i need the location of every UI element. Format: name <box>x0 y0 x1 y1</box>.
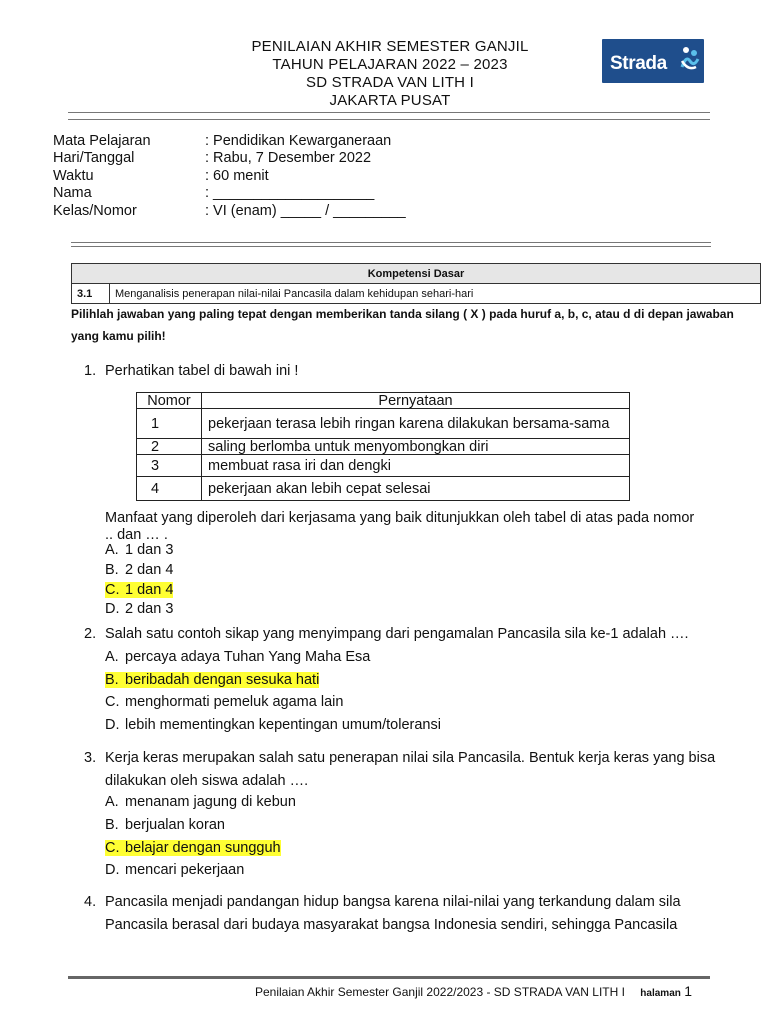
option-b[interactable] <box>105 671 319 690</box>
option-text: menghormati pemeluk agama lain <box>125 694 344 710</box>
footer-rule <box>68 976 710 979</box>
info-divider <box>71 246 711 247</box>
info-value: : 60 menit <box>205 167 269 184</box>
info-row <box>53 168 406 185</box>
option-text: beribadah dengan sesuka hati <box>125 672 320 688</box>
option-d[interactable] <box>105 861 244 880</box>
option-text: 1 dan 3 <box>125 542 174 558</box>
table-cell: 4 <box>137 477 202 501</box>
option-text: 2 dan 3 <box>125 601 174 617</box>
option-text: belajar dengan sungguh <box>125 840 281 856</box>
option-letter: C. <box>105 694 120 710</box>
highlighted-answer <box>105 840 281 856</box>
header-line: PENILAIAN AKHIR SEMESTER GANJIL <box>251 38 529 55</box>
page-number: 1 <box>684 983 693 999</box>
option-c[interactable] <box>105 581 173 600</box>
statement-table <box>136 392 630 501</box>
question-number: 4. <box>84 894 97 910</box>
question-text: Perhatikan tabel di bawah ini ! <box>105 363 299 379</box>
option-a[interactable] <box>105 793 296 812</box>
option-d[interactable] <box>105 716 441 735</box>
option-letter: C. <box>105 582 120 598</box>
strada-logo <box>602 39 704 83</box>
option-c[interactable] <box>105 839 281 858</box>
option-text: 2 dan 4 <box>125 562 174 578</box>
option-letter: C. <box>105 840 120 856</box>
info-row <box>53 133 406 150</box>
question-text: Kerja keras merupakan salah satu penerapan nilai sila Pancasila. Bentuk kerja keras yang bisa dilakukan oleh siswa adalah …. <box>105 750 716 789</box>
info-value: : Rabu, 7 Desember 2022 <box>205 150 372 167</box>
question-number: 1. <box>84 363 97 379</box>
option-letter: B. <box>105 672 119 688</box>
option-letter: A. <box>105 649 119 665</box>
question-number: 2. <box>84 626 97 642</box>
option-letter: B. <box>105 562 119 578</box>
table-header: Pernyataan <box>202 393 630 409</box>
option-text: menanam jagung di kebun <box>125 794 296 810</box>
option-text: percaya adaya Tuhan Yang Maha Esa <box>125 649 371 665</box>
info-label: Kelas/Nomor <box>53 202 137 219</box>
instruction: Pilihlah jawaban yang paling tepat dengan memberikan tanda silang ( X ) pada huruf a, b, c, atau d di depan jawaban yang kamu pilih! <box>71 307 734 343</box>
header-title <box>190 38 590 110</box>
page-label: halaman <box>640 988 681 999</box>
table-cell: membuat rasa iri dan dengki <box>202 455 630 477</box>
option-text: 1 dan 4 <box>125 582 174 598</box>
highlighted-answer <box>105 582 173 598</box>
table-header: Nomor <box>137 393 202 409</box>
info-label: Hari/Tanggal <box>53 150 135 167</box>
info-value: : ____________________ <box>205 185 375 202</box>
header-divider <box>68 112 710 113</box>
kompetensi-table <box>71 263 761 304</box>
info-row <box>53 203 406 220</box>
option-letter: B. <box>105 817 119 833</box>
footer-text: Penilaian Akhir Semester Ganjil 2022/2023 - SD STRADA VAN LITH I <box>255 985 625 999</box>
info-value: : Pendidikan Kewarganeraan <box>205 133 392 149</box>
table-cell: saling berlomba untuk menyombongkan diri <box>202 439 630 455</box>
option-letter: A. <box>105 794 119 810</box>
info-row <box>53 150 406 167</box>
table-cell: pekerjaan terasa lebih ringan karena dilakukan bersama-sama <box>202 409 630 439</box>
question-stem <box>105 510 705 544</box>
table-cell: 3 <box>137 455 202 477</box>
kompetensi-title: Kompetensi Dasar <box>72 264 761 284</box>
option-letter: D. <box>105 601 120 617</box>
header-divider <box>68 119 710 120</box>
option-b[interactable] <box>105 561 173 580</box>
question-number: 3. <box>84 750 97 766</box>
option-letter: D. <box>105 717 120 733</box>
question-text: Salah satu contoh sikap yang menyimpang dari pengamalan Pancasila sila ke-1 adalah …. <box>105 626 689 642</box>
question-text: Pancasila menjadi pandangan hidup bangsa karena nilai-nilai yang terkandung dalam sila Pancasila berasal dari budaya masyarakat bangsa Indonesia sendiri, sehingga Pancasila <box>105 894 681 933</box>
info-row <box>53 185 406 202</box>
table-cell: pekerjaan akan lebih cepat selesai <box>202 477 630 501</box>
info-value: : VI (enam) _____ / _________ <box>205 202 406 219</box>
people-icon <box>680 45 700 75</box>
option-text: berjualan koran <box>125 817 225 833</box>
kompetensi-text: Menganalisis penerapan nilai-nilai Pancasila dalam kehidupan sehari-hari <box>110 284 761 304</box>
info-divider <box>71 242 711 243</box>
info-label: Nama <box>53 185 92 202</box>
table-cell: 1 <box>137 409 202 439</box>
kompetensi-number: 3.1 <box>72 284 110 304</box>
header-line: TAHUN PELAJARAN 2022 – 2023 <box>272 56 508 73</box>
exam-info <box>53 133 406 220</box>
option-text: lebih mementingkan kepentingan umum/toleransi <box>125 717 441 733</box>
header-line: SD STRADA VAN LITH I <box>306 74 474 91</box>
info-label: Mata Pelajaran <box>53 133 151 149</box>
footer <box>255 983 692 999</box>
option-c[interactable] <box>105 693 343 712</box>
option-b[interactable] <box>105 816 225 835</box>
stem-text: Manfaat yang diperoleh dari kerjasama yang baik ditunjukkan oleh tabel di atas pada nomor .. dan … . <box>105 510 695 543</box>
header-line: JAKARTA PUSAT <box>329 92 451 109</box>
option-a[interactable] <box>105 541 173 560</box>
option-d[interactable] <box>105 600 173 619</box>
table-cell: 2 <box>137 439 202 455</box>
option-letter: D. <box>105 862 120 878</box>
option-a[interactable] <box>105 648 370 667</box>
highlighted-answer <box>105 672 319 688</box>
logo-text: Strada <box>610 53 667 74</box>
option-text: mencari pekerjaan <box>125 862 245 878</box>
option-letter: A. <box>105 542 119 558</box>
info-label: Waktu <box>53 167 94 184</box>
